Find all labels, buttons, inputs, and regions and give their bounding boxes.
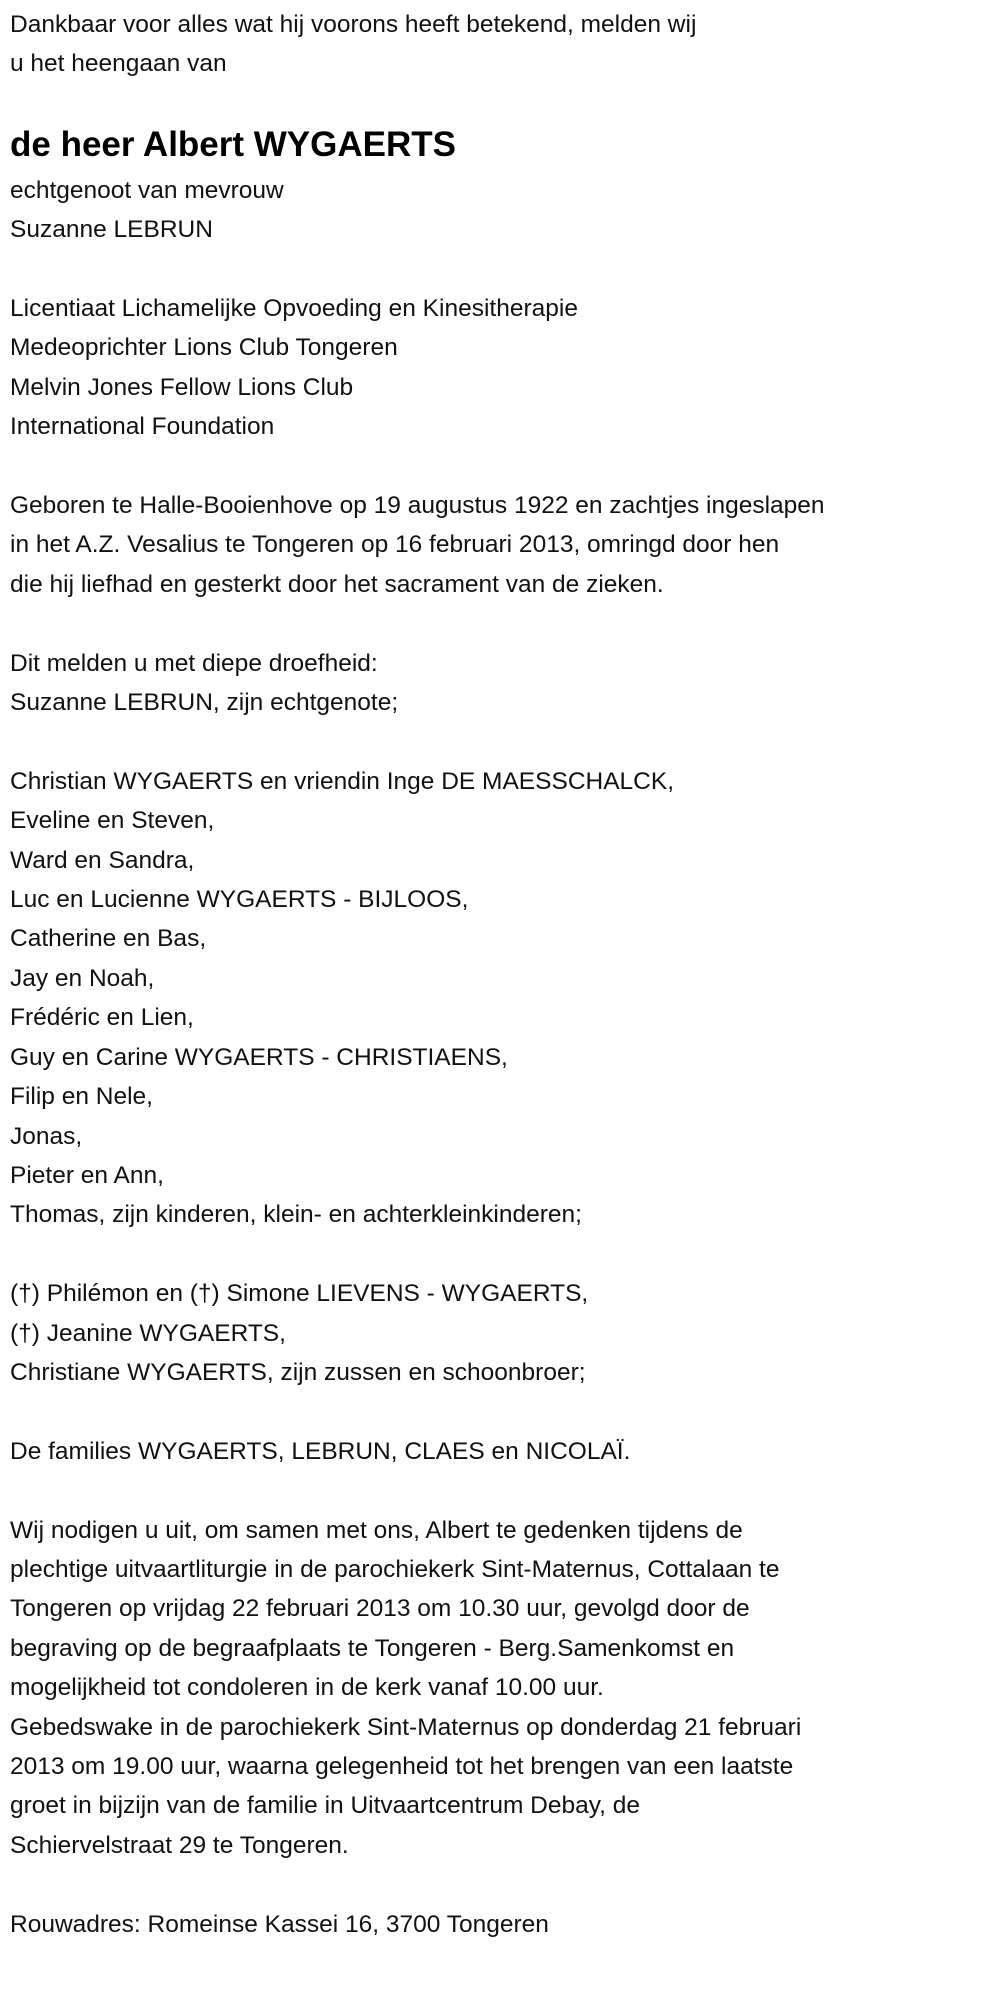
text-line: die hij liefhad en gesterkt door het sacrament van de zieken. bbox=[10, 570, 664, 598]
families-paragraph bbox=[10, 1432, 1000, 1471]
text-line: Rouwadres: Romeinse Kassei 16, 3700 Tongeren bbox=[10, 1910, 549, 1938]
text-line: (†) Philémon en (†) Simone LIEVENS - WYGAERTS, bbox=[10, 1280, 589, 1308]
text-line: International Foundation bbox=[10, 413, 275, 441]
text-line: Suzanne LEBRUN bbox=[10, 216, 213, 244]
text-line: Schiervelstraat 29 te Tongeren. bbox=[10, 1831, 349, 1859]
text-line: Suzanne LEBRUN, zijn echtgenote; bbox=[10, 689, 399, 717]
text-line: begraving op de begraafplaats te Tongeren - Berg.Samenkomst en bbox=[10, 1634, 735, 1662]
text-line: Christian WYGAERTS en vriendin Inge DE MAESSCHALCK, bbox=[10, 767, 675, 795]
text-line: Jay en Noah, bbox=[10, 964, 155, 992]
text-line: groet in bijzijn van de familie in Uitvaartcentrum Debay, de bbox=[10, 1792, 641, 1820]
text-line: Licentiaat Lichamelijke Opvoeding en Kinesitherapie bbox=[10, 295, 578, 323]
text-line: 2013 om 19.00 uur, waarna gelegenheid tot het brengen van een laatste bbox=[10, 1752, 794, 1780]
text-line: in het A.Z. Vesalius te Tongeren op 16 februari 2013, omringd door hen bbox=[10, 531, 780, 559]
text-line: Ward en Sandra, bbox=[10, 846, 195, 874]
text-line: Tongeren op vrijdag 22 februari 2013 om 10.30 uur, gevolgd door de bbox=[10, 1595, 750, 1623]
funeral-paragraph bbox=[10, 1511, 1000, 1866]
text-line: Luc en Lucienne WYGAERTS - BIJLOOS, bbox=[10, 886, 469, 914]
text-line: Eveline en Steven, bbox=[10, 807, 215, 835]
text-line: Wij nodigen u uit, om samen met ons, Albert te gedenken tijdens de bbox=[10, 1516, 743, 1544]
address-paragraph bbox=[10, 1905, 1000, 1944]
text-line: Dankbaar voor alles wat hij voorons heeft betekend, melden wij bbox=[10, 11, 697, 38]
text-line: plechtige uitvaartliturgie in de parochiekerk Sint-Maternus, Cottalaan te bbox=[10, 1555, 780, 1583]
text-line: Thomas, zijn kinderen, klein- en achterkleinkinderen; bbox=[10, 1201, 582, 1229]
children-list bbox=[10, 762, 1000, 1235]
text-line: Guy en Carine WYGAERTS - CHRISTIAENS, bbox=[10, 1043, 508, 1071]
spouse-paragraph bbox=[10, 171, 1000, 250]
text-line: u het heengaan van bbox=[10, 50, 227, 78]
text-line: Geboren te Halle-Booienhove op 19 augustus 1922 en zachtjes ingeslapen bbox=[10, 492, 825, 520]
text-line: echtgenoot van mevrouw bbox=[10, 176, 284, 204]
text-line: Pieter en Ann, bbox=[10, 1161, 164, 1189]
text-line: De families WYGAERTS, LEBRUN, CLAES en NICOLAÏ. bbox=[10, 1437, 631, 1465]
text-line: Dit melden u met diepe droefheid: bbox=[10, 649, 378, 677]
text-line: Christiane WYGAERTS, zijn zussen en schoonbroer; bbox=[10, 1358, 586, 1386]
text-line: Jonas, bbox=[10, 1122, 83, 1150]
siblings-list bbox=[10, 1274, 1000, 1392]
text-line: (†) Jeanine WYGAERTS, bbox=[10, 1319, 286, 1347]
text-line: Gebedswake in de parochiekerk Sint-Maternus op donderdag 21 februari bbox=[10, 1713, 802, 1741]
announcement-paragraph bbox=[10, 644, 1000, 723]
text-line: mogelijkheid tot condoleren in de kerk vanaf 10.00 uur. bbox=[10, 1674, 604, 1702]
text-line: Frédéric en Lien, bbox=[10, 1004, 194, 1032]
text-line: Filip en Nele, bbox=[10, 1083, 153, 1111]
deceased-name-heading: de heer Albert WYGAERTS bbox=[10, 124, 456, 164]
text-line: Catherine en Bas, bbox=[10, 925, 207, 953]
titles-paragraph bbox=[10, 289, 1000, 447]
birth-death-paragraph bbox=[10, 486, 1000, 604]
text-line: Medeoprichter Lions Club Tongeren bbox=[10, 334, 398, 362]
text-line: Melvin Jones Fellow Lions Club bbox=[10, 373, 354, 401]
intro-paragraph bbox=[10, 5, 1000, 84]
